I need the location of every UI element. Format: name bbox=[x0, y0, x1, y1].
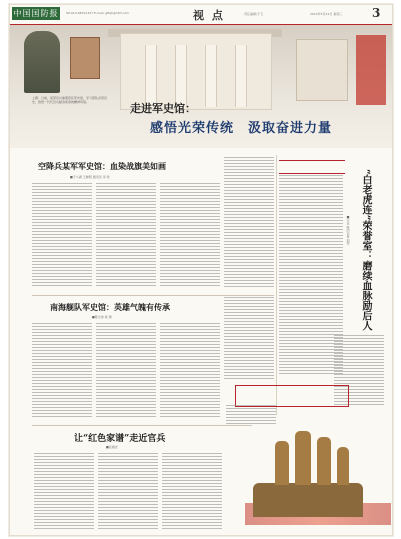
article-text bbox=[224, 297, 274, 381]
banner-photo bbox=[10, 25, 392, 148]
article-text bbox=[224, 157, 274, 288]
sculpture-base bbox=[253, 483, 363, 517]
page-number: 3 bbox=[372, 6, 381, 20]
highlight-box bbox=[235, 385, 349, 407]
statue-figure bbox=[317, 437, 331, 485]
contact-info: Tel:010-66791327 E-mail: gfbjb@163.com bbox=[66, 11, 130, 15]
article-byline: ■张晨光 bbox=[106, 445, 118, 449]
museum-building bbox=[120, 33, 272, 110]
article-text bbox=[32, 323, 92, 419]
pillar bbox=[235, 45, 247, 107]
article-text bbox=[34, 453, 94, 529]
article-byline: ■陈志伟 杨 勇 bbox=[92, 315, 112, 319]
pillar bbox=[205, 45, 217, 107]
page-header bbox=[10, 5, 392, 25]
pillar bbox=[175, 45, 187, 107]
banner-caption: 上图：日前，某部官兵参观营区军史馆，学习部队光荣历史，感悟一代代官兵献身使命的精神风貌。 bbox=[32, 96, 108, 104]
editor-credit: 责任编辑/于飞 bbox=[244, 12, 264, 16]
article-text bbox=[96, 323, 156, 419]
article-text bbox=[160, 323, 220, 419]
article-text bbox=[162, 453, 222, 529]
article-text bbox=[32, 183, 92, 288]
pull-quote-rule bbox=[279, 160, 345, 174]
newspaper-page bbox=[9, 4, 393, 536]
statue-figure bbox=[295, 431, 311, 485]
article-text bbox=[98, 453, 158, 529]
issue-date: 2019年5月22日 星期三 bbox=[310, 12, 343, 16]
section-name: 视 点 bbox=[193, 9, 225, 22]
sculpture-photo bbox=[245, 421, 391, 525]
article-byline: ■于小满 王晓明 通讯员 李 欣 bbox=[70, 175, 110, 179]
article-title: 南海舰队军史馆：英雄气魄有传承 bbox=[50, 302, 170, 312]
guard-post bbox=[296, 39, 348, 101]
newspaper-logo: 中国国防报 bbox=[13, 9, 59, 18]
article-title: 空降兵某军军史馆：血染战旗美如画 bbox=[38, 161, 166, 171]
article-text bbox=[160, 183, 220, 288]
divider bbox=[32, 295, 274, 296]
side-article-title: “白老虎连”荣誉室：磨续血脉励后人 bbox=[360, 169, 371, 331]
column-rule bbox=[276, 155, 277, 415]
red-banner bbox=[356, 35, 386, 105]
article-text bbox=[96, 183, 156, 288]
statue-figure bbox=[275, 441, 289, 485]
pillar bbox=[145, 45, 157, 107]
article-title: 让“红色家谱”走近官兵 bbox=[74, 434, 166, 444]
statue-figure bbox=[337, 447, 349, 485]
feature-subtitle: 走进军史馆： bbox=[130, 102, 196, 115]
honor-board bbox=[70, 37, 100, 79]
side-article-byline: ■王永 特约记者 刘军 bbox=[346, 215, 350, 245]
feature-title: 感悟光荣传统 汲取奋进力量 bbox=[150, 121, 333, 136]
soldier-figure bbox=[24, 31, 60, 93]
